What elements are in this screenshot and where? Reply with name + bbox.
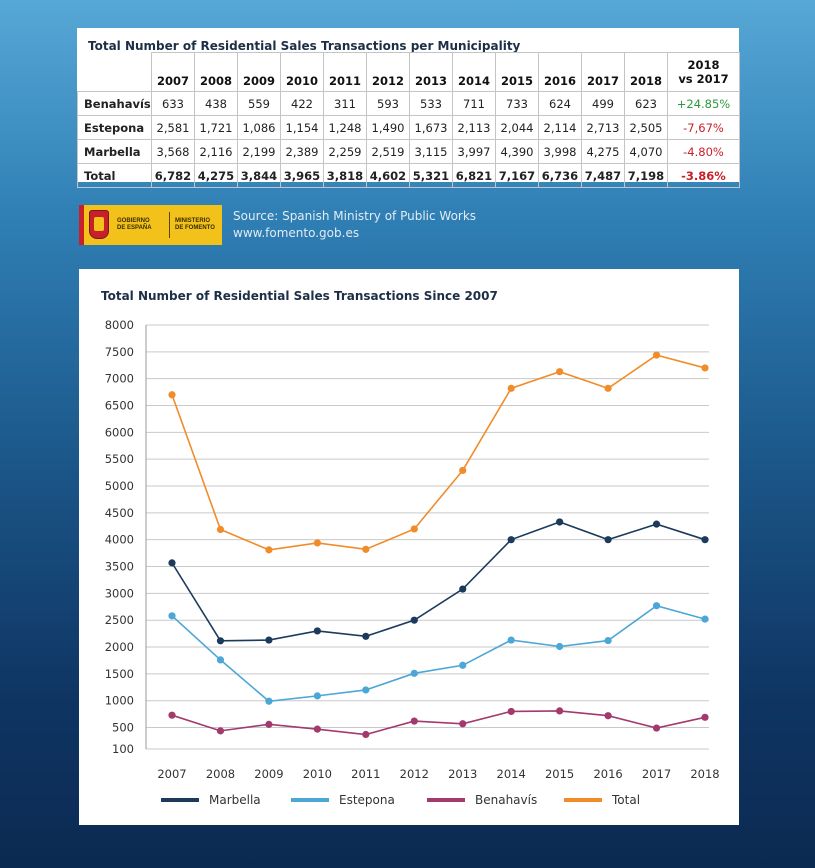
data-point [508,636,515,643]
data-point [459,720,466,727]
table-cell: 499 [582,92,625,116]
table-title: Total Number of Residential Sales Transactions per Municipality [88,39,521,53]
table-cell: 2,114 [539,116,582,140]
data-point [556,643,563,650]
line-chart [79,269,739,825]
y-tick-label: 3000 [104,586,134,601]
data-point [168,391,175,398]
table-cell: 3,844 [238,164,281,188]
change-header-line2: vs 2017 [678,72,729,86]
data-point [411,525,418,532]
table-cell: 3,997 [453,140,496,164]
data-point [168,612,175,619]
change-header-line1: 2018 [687,58,720,72]
data-point [314,627,321,634]
data-point [653,602,660,609]
table-cell: 7,487 [582,164,625,188]
table-row [78,140,740,164]
data-point [411,617,418,624]
table-cell: 533 [410,92,453,116]
source-text [233,208,476,242]
data-point [362,686,369,693]
data-point [701,616,708,623]
source-block [79,205,479,245]
x-tick-label: 2014 [496,767,526,781]
logo-gobierno-line1: GOBIERNO [117,218,150,224]
x-tick-label: 2007 [157,767,187,781]
table-cell: 1,721 [195,116,238,140]
row-label: Marbella [78,140,152,164]
x-tick-label: 2017 [641,767,672,781]
legend-label: Marbella [209,793,261,807]
row-label: Benahavís [78,92,152,116]
table-row [78,164,740,188]
logo-text-ministerio [175,218,215,232]
table-cell: 2,519 [367,140,410,164]
source-url: www.fomento.gob.es [233,226,360,240]
row-label: Total [78,164,152,188]
data-point [459,467,466,474]
table-header-year: 2012 [367,53,410,92]
table-cell: 422 [281,92,324,116]
legend-label: Estepona [339,793,395,807]
y-tick-label: 1000 [104,693,134,708]
data-point [265,636,272,643]
table-cell: 7,198 [625,164,668,188]
x-tick-label: 2018 [690,767,720,781]
data-point [604,637,611,644]
data-point [314,726,321,733]
data-point [653,724,660,731]
x-tick-label: 2015 [544,767,575,781]
table-header-year: 2017 [582,53,625,92]
table-cell: 6,821 [453,164,496,188]
table-cell: 4,275 [195,164,238,188]
table-cell: 4,070 [625,140,668,164]
y-tick-label: 100 [112,742,134,756]
y-tick-label: 5500 [104,452,134,467]
table-cell: 593 [367,92,410,116]
table-row [78,116,740,140]
x-tick-label: 2009 [254,767,284,781]
data-point [314,539,321,546]
data-point [265,721,272,728]
table-cell: 1,673 [410,116,453,140]
y-tick-label: 6500 [104,398,134,413]
table-body [78,92,740,188]
table-cell: 1,490 [367,116,410,140]
table-header-year: 2016 [539,53,582,92]
ministry-logo [79,205,222,245]
table-cell: 2,259 [324,140,367,164]
y-tick-label: 5000 [104,479,134,494]
data-point [411,670,418,677]
table-cell: 3,965 [281,164,324,188]
data-point [265,698,272,705]
data-point [411,717,418,724]
data-point [508,536,515,543]
data-point [362,633,369,640]
table-cell: 438 [195,92,238,116]
table-header-change [668,53,740,92]
change-cell: +24.85% [668,92,740,116]
table-cell: 623 [625,92,668,116]
y-tick-label: 7500 [104,344,134,359]
table-cell: 1,086 [238,116,281,140]
y-tick-label: 2500 [104,613,134,628]
table-cell: 2,113 [453,116,496,140]
table-header-year: 2007 [152,53,195,92]
data-point [362,546,369,553]
data-point [701,364,708,371]
x-tick-label: 2013 [448,767,478,781]
table-cell: 2,389 [281,140,324,164]
data-point [604,536,611,543]
table-header-year: 2011 [324,53,367,92]
data-point [701,714,708,721]
data-point [217,637,224,644]
table-cell: 2,713 [582,116,625,140]
chart-title: Total Number of Residential Sales Transactions Since 2007 [101,289,498,303]
table-cell: 624 [539,92,582,116]
table-cell: 3,115 [410,140,453,164]
data-point [217,526,224,533]
data-point [217,727,224,734]
table-header-year: 2009 [238,53,281,92]
y-tick-label: 2000 [104,640,134,655]
table-cell: 559 [238,92,281,116]
x-tick-label: 2008 [205,767,236,781]
table-cell: 6,736 [539,164,582,188]
table-cell: 2,116 [195,140,238,164]
data-point [314,692,321,699]
data-point [556,518,563,525]
table-header-year: 2010 [281,53,324,92]
table-cell: 3,818 [324,164,367,188]
data-point [556,707,563,714]
table-header-year: 2018 [625,53,668,92]
x-tick-label: 2011 [351,767,381,781]
table-cell: 2,199 [238,140,281,164]
table-cell: 1,248 [324,116,367,140]
table-cell: 4,602 [367,164,410,188]
series-line-total [172,355,705,550]
legend-label: Total [612,793,641,807]
y-tick-label: 6000 [104,425,134,440]
data-point [604,712,611,719]
data-point [653,351,660,358]
data-point [508,385,515,392]
logo-flag-stripe [79,205,84,245]
table-cell: 2,581 [152,116,195,140]
data-point [265,546,272,553]
data-point [508,708,515,715]
logo-text-gobierno [117,218,152,232]
table-header-row [78,53,740,92]
logo-divider [169,212,170,238]
table-cell: 3,998 [539,140,582,164]
row-label: Estepona [78,116,152,140]
data-point [362,731,369,738]
change-cell: -7,67% [668,116,740,140]
table-cell: 633 [152,92,195,116]
data-point [701,536,708,543]
x-tick-label: 2012 [399,767,429,781]
table-header-year: 2013 [410,53,453,92]
table-cell: 1,154 [281,116,324,140]
data-point [459,585,466,592]
sales-table-card [77,28,739,182]
x-tick-label: 2016 [593,767,623,781]
data-point [168,712,175,719]
source-line: Source: Spanish Ministry of Public Works [233,209,477,223]
sales-table [77,52,740,188]
y-tick-label: 4000 [104,532,134,547]
table-cell: 2,505 [625,116,668,140]
change-cell: -3.86% [668,164,740,188]
table-cell: 311 [324,92,367,116]
table-header-year: 2015 [496,53,539,92]
y-tick-label: 8000 [104,318,134,332]
table-cell: 7,167 [496,164,539,188]
table-cell: 711 [453,92,496,116]
table-cell: 3,568 [152,140,195,164]
legend-label: Benahavís [475,793,538,807]
y-tick-label: 7000 [104,371,134,386]
y-tick-label: 1500 [104,666,134,681]
table-cell: 733 [496,92,539,116]
change-cell: -4.80% [668,140,740,164]
y-tick-label: 3500 [104,559,134,574]
table-cell: 6,782 [152,164,195,188]
data-point [604,385,611,392]
coat-of-arms-icon [89,210,109,239]
y-tick-label: 4500 [104,505,134,520]
table-cell: 4,390 [496,140,539,164]
logo-ministerio-line1: MINISTERIO [175,218,211,224]
logo-ministerio-line2: DE FOMENTO [175,225,215,231]
table-header-corner [78,53,152,92]
chart-card [79,269,739,825]
table-cell: 4,275 [582,140,625,164]
data-point [556,368,563,375]
table-row [78,92,740,116]
data-point [459,662,466,669]
y-tick-label: 500 [112,720,134,735]
data-point [653,521,660,528]
logo-gobierno-line2: DE ESPAÑA [117,225,152,231]
x-tick-label: 2010 [302,767,333,781]
data-point [217,656,224,663]
table-cell: 2,044 [496,116,539,140]
table-header-year: 2014 [453,53,496,92]
table-header-year: 2008 [195,53,238,92]
series-line-benahavs [172,711,705,735]
data-point [168,559,175,566]
table-cell: 5,321 [410,164,453,188]
